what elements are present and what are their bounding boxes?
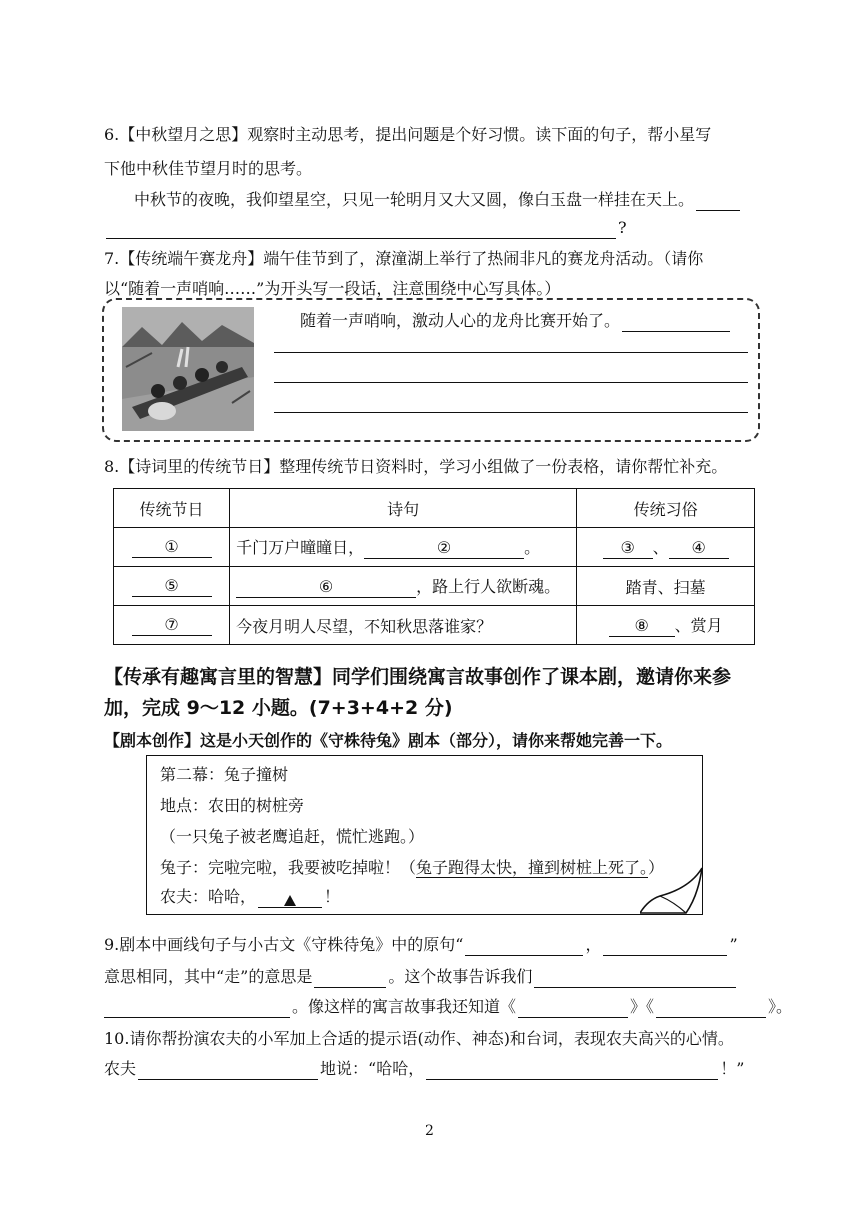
header-festival: 传统节日 (114, 489, 230, 528)
q7-prompt-line1: 7.【传统端午赛龙舟】端午佳节到了，潦潼湖上举行了热闹非凡的赛龙舟活动。（请你 (104, 249, 704, 268)
q9-blank-original-1[interactable] (465, 937, 583, 956)
script-place: 地点：农田的树桩旁 (160, 796, 305, 815)
blank-7[interactable]: ⑦ (132, 615, 212, 636)
table-header-row (114, 489, 755, 528)
q9-text-5: 》《 (630, 997, 655, 1016)
custom-sep-1: 、 (652, 538, 669, 557)
header-custom: 传统习俗 (577, 489, 755, 528)
q9-comma: ， (585, 935, 602, 954)
q6-answer-row (104, 217, 627, 239)
q9-blank-zou[interactable] (314, 969, 386, 988)
poem-cell-1 (230, 528, 577, 567)
script-scene: 第二幕：兔子撞树 (160, 765, 289, 784)
farmer-exclaim: ！ (324, 887, 341, 906)
poem-text-1: 千门万户曈曈日， (236, 538, 365, 557)
table-row (114, 567, 755, 606)
farmer-speech: 农夫：哈哈， (160, 887, 257, 906)
q9-text-2: 意思相同，其中“走”的意思是 (104, 967, 313, 986)
section-title-line2: 加，完成 9～12 小题。(7+3+4+2 分) (104, 697, 453, 719)
poem-end-1: 。 (524, 538, 541, 557)
q10-text: 地说：“哈哈， (320, 1059, 425, 1078)
custom-cell-1 (577, 528, 755, 567)
poem-cell-3: 今夜月明人尽望，不知秋思落谁家？ (230, 606, 577, 645)
section-title-line1: 【传承有趣寓言里的智慧】同学们围绕寓言故事创作了课本剧，邀请你来参 (104, 666, 732, 688)
page-number: 2 (425, 1123, 434, 1139)
rabbit-speech: 兔子：完啦完啦，我要被吃掉啦！（ (160, 858, 417, 877)
q9-line1 (104, 934, 738, 956)
q10-answer-row (104, 1058, 744, 1080)
blank-8[interactable]: ⑧ (609, 616, 675, 637)
blank-1[interactable]: ① (132, 537, 212, 558)
q9-close-quote: ” (729, 935, 738, 954)
script-farmer-line (160, 886, 340, 908)
header-poem: 诗句 (230, 489, 577, 528)
custom-cell-2: 踏青、扫墓 (577, 567, 755, 606)
custom-cell-3 (577, 606, 755, 645)
q9-text-3: 。这个故事告诉我们 (388, 967, 533, 986)
q6-question-mark: ? (618, 218, 627, 237)
rabbit-close-paren: ） (648, 858, 665, 877)
blank-3[interactable]: ③ (603, 538, 653, 559)
blank-5[interactable]: ⑤ (132, 576, 212, 597)
q10-blank-line[interactable] (426, 1061, 718, 1080)
poem-end-2: ，路上行人欲断魂。 (416, 577, 561, 596)
q9-text-6: 》。 (768, 997, 793, 1016)
q9-text-4: 。像这样的寓言故事我还知道《 (292, 997, 517, 1016)
q9-blank-story-2[interactable] (656, 999, 766, 1018)
q6-sentence (134, 189, 742, 211)
farmer-blank[interactable] (258, 889, 322, 908)
table-row (114, 528, 755, 567)
q7-answer-blank-0[interactable] (622, 313, 730, 332)
festival-cell-1[interactable] (114, 528, 230, 567)
page-curl-icon (640, 866, 706, 916)
q7-answer-line-2[interactable] (274, 382, 748, 383)
q9-blank-original-2[interactable] (603, 937, 727, 956)
q9-text-1: 9.剧本中画线句子与小古文《守株待兔》中的原句“ (104, 935, 464, 954)
q8-prompt: 8.【诗词里的传统节日】整理传统节日资料时，学习小组做了一份表格，请你帮忙补充。 (104, 457, 728, 476)
custom-sep-3: 、赏月 (674, 616, 723, 635)
q6-answer-blank-1[interactable] (696, 192, 740, 211)
triangle-marker-icon (284, 895, 296, 906)
q6-prompt-line1: 6.【中秋望月之思】观察时主动思考，提出问题是个好习惯。读下面的句子，帮小星写 (104, 125, 712, 144)
poem-cell-2 (230, 567, 577, 606)
script-rabbit-line (160, 857, 664, 879)
q7-answer-line-1[interactable] (274, 352, 748, 353)
q9-blank-moral-1[interactable] (534, 969, 736, 988)
q10-farmer: 农夫 (104, 1059, 137, 1078)
script-intro: 【剧本创作】这是小天创作的《守株待兔》剧本（部分），请你来帮她完善一下。 (104, 731, 673, 750)
q9-line3 (104, 996, 792, 1018)
q6-sentence-text: 中秋节的夜晚，我仰望星空，只见一轮明月又大又圆，像白玉盘一样挂在天上。 (134, 190, 695, 209)
q7-answer-line-3[interactable] (274, 412, 748, 413)
festival-table (113, 488, 755, 645)
q6-prompt-line2: 下他中秋佳节望月时的思考。 (104, 159, 313, 178)
q7-starter-text: 随着一声哨响，激动人心的龙舟比赛开始了。 (300, 311, 621, 330)
q9-blank-moral-2[interactable] (104, 999, 290, 1018)
q7-starter (300, 310, 732, 332)
script-action: （一只兔子被老鹰追赶，慌忙逃跑。） (160, 827, 425, 846)
underlined-sentence: 兔子跑得太快，撞到树桩上死了。 (416, 858, 649, 877)
blank-4[interactable]: ④ (669, 538, 729, 559)
q10-blank-cue[interactable] (138, 1061, 318, 1080)
q6-answer-blank-2[interactable] (106, 220, 616, 239)
table-row (114, 606, 755, 645)
festival-cell-2[interactable] (114, 567, 230, 606)
q9-line2 (104, 966, 738, 988)
blank-6[interactable]: ⑥ (236, 577, 416, 598)
q9-blank-story-1[interactable] (518, 999, 628, 1018)
q10-prompt: 10.请你帮扮演农夫的小军加上合适的提示语(动作、神态)和台词，表现农夫高兴的心情。 (104, 1029, 734, 1048)
q10-end: ！” (720, 1059, 745, 1078)
festival-cell-3[interactable] (114, 606, 230, 645)
q7-prompt-line2: 以“随着一声哨响……”为开头写一段话，注意围绕中心写具体。） (104, 279, 561, 298)
dragon-boat-photo (122, 307, 254, 431)
blank-2[interactable]: ② (364, 538, 524, 559)
